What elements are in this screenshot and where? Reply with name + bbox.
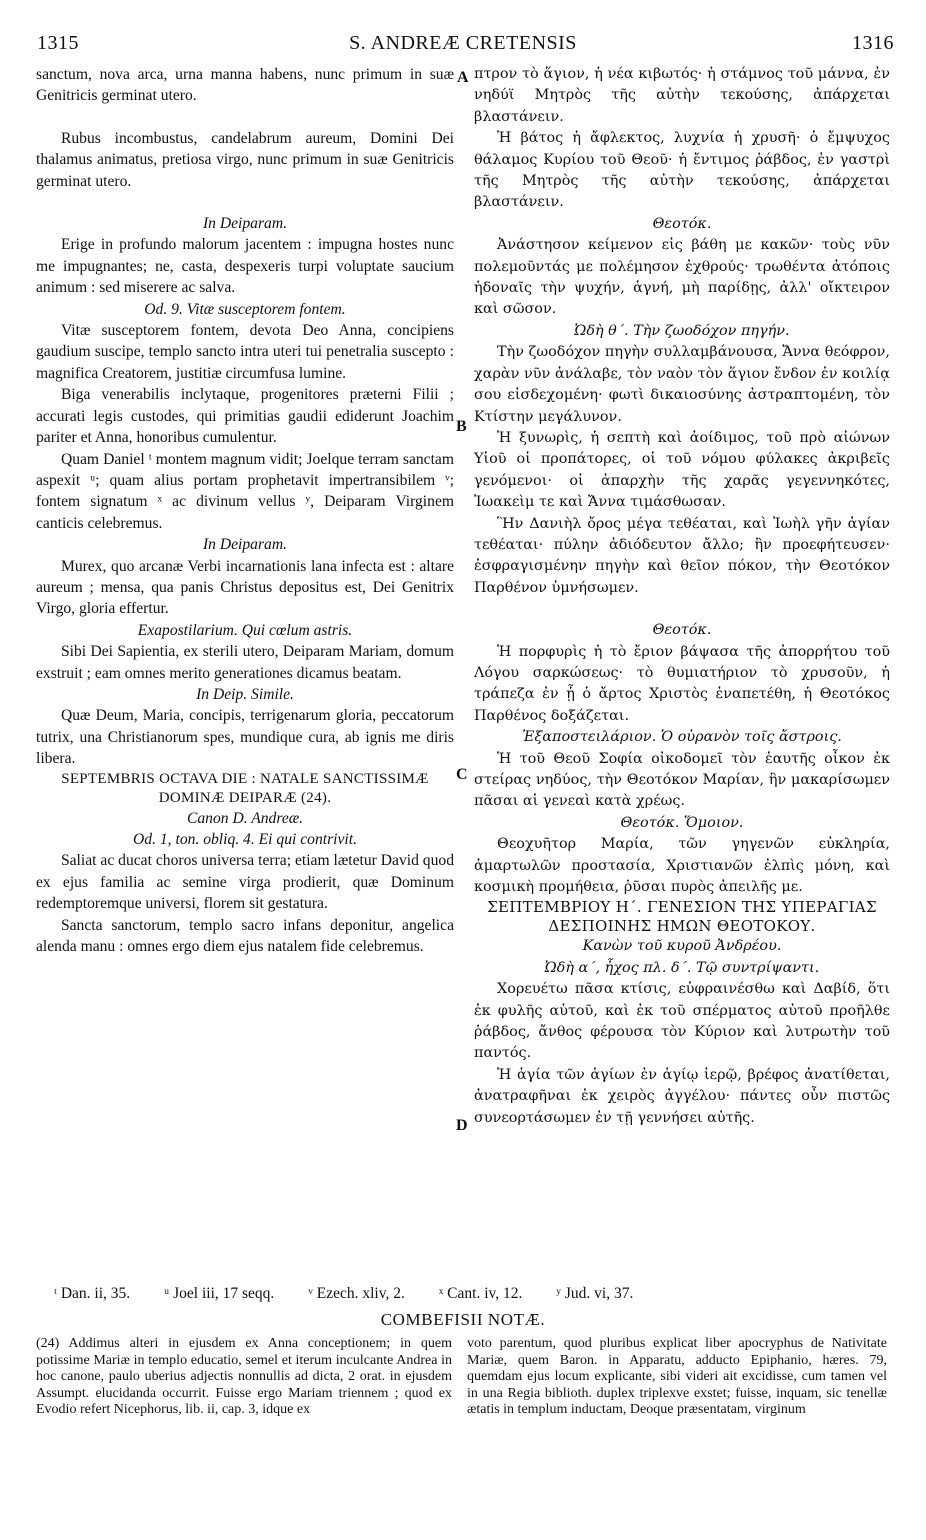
greek-paragraph: Ἐξαποστειλάριον. Ὁ οὐρανὸν τοῖς ἄστροις. bbox=[522, 729, 842, 746]
greek-paragraph: Χορευέτω πᾶσα κτίσις, εὐφραινέσθω καὶ Δαβίδ, ὅτι ἐκ φυλῆς αὐτοῦ, καὶ ἐκ τοῦ σπέρματος αὐτοῦ προῆλθε ῥάβδος, ἄνθος φέρουσα τὸν Κύριον καὶ λυτρωτὴν τοῦ παντός. bbox=[474, 981, 890, 1062]
latin-paragraph: Exapostilarium. Qui cœlum astris. bbox=[137, 621, 353, 639]
latin-paragraph: Erige in profundo malorum jacentem : impugna hostes nunc me impugnantes; ne, casta, despexeris turpi voluptate saucium animum : sed miserere ac salva. bbox=[36, 236, 454, 297]
latin-paragraph: Rubus incombustus, candelabrum aureum, Domini Dei thalamus animatus, pretiosa virgo, nunc primum in suæ Genitricis germinat utero. bbox=[36, 129, 454, 190]
greek-paragraph: Ἣν Δανιὴλ ὄρος μέγα τεθέαται, καὶ Ἰωὴλ γῆν ἁγίαν τεθέαται· πύλην ἀδιόδευτον ἄλλο; ἣν προεφήτευσεν· ἐσφραγισμένην πηγὴν καὶ θεῖον πόκον, τὴν Θεοτόκον Παρθένον ὑμνήσωμεν. bbox=[474, 515, 890, 596]
latin-paragraph: Canon D. Andreæ. bbox=[186, 809, 304, 827]
margin-letter-a: A bbox=[457, 69, 469, 86]
margin-letter-d: D bbox=[456, 1117, 468, 1134]
latin-paragraph: Sancta sanctorum, templo sacro infans deponitur, angelica alenda manu : omnes ergo diem ejus natalem fide celebremus. bbox=[36, 916, 454, 956]
latin-paragraph: Od. 9. Vitæ susceptorem fontem. bbox=[144, 300, 346, 318]
latin-paragraph: In Deiparam. bbox=[202, 215, 288, 233]
greek-paragraph: Θεοτόκ. bbox=[652, 215, 712, 232]
greek-paragraph: Ἡ πορφυρὶς ἡ τὸ ἔριον βάψασα τῆς ἀπορρήτου τοῦ Λόγου σαρκώσεως· τὸ θυμιατήριον τὸ χρυσοῦν, ἡ τράπεζα ἐν ᾗ ὁ ἄρτος Χριστὸς ἐναπετέθη, ἡ Θεοτόκος Παρθένος δοξάζεται. bbox=[474, 643, 890, 724]
latin-paragraph: Quæ Deum, Maria, concipis, terrigenarum gloria, peccatorum tutrix, una Christianorum spes, mundique cura, ab ignis me diris libera. bbox=[36, 707, 454, 768]
greek-paragraph: Θεοτόκ. Ὅμοιον. bbox=[620, 814, 744, 831]
notes-left-column bbox=[36, 1336, 452, 1419]
notes-left-text: (24) Addimus alteri in ejusdem ex Anna conceptionem; in quem potissime Mariæ in templo educatio, semel et iterum inculcante Andrea in hoc canone, paulo uberius adjectis nonnullis ad dicta, 2 orat. in ejusdem Assumpt. elucidanda occurrit. Fuisse ergo Mariam triennem ; quod ex Evodio refert Nicephorus, lib. ii, cap. 3, idque ex bbox=[36, 1336, 452, 1418]
latin-paragraph: In Deiparam. bbox=[202, 536, 288, 554]
latin-paragraph: Vitæ susceptorem fontem, devota Deo Anna, concipiens gaudium suscipe, templo sancto intra uteri tui penetralia suscepto : magnifica Creatorem, justitiæ circumfusa lumine. bbox=[36, 322, 454, 382]
blank-line bbox=[474, 599, 890, 620]
latin-paragraph: Od. 1, ton. obliq. 4. Ei qui contrivit. bbox=[133, 831, 357, 848]
footnotes bbox=[54, 1285, 914, 1303]
footnote-u: ᵘ Joel iii, 17 seqq. bbox=[164, 1285, 275, 1302]
greek-paragraph: Θεοτόκ. bbox=[652, 622, 712, 639]
running-title: S. ANDREÆ CRETENSIS bbox=[349, 32, 577, 54]
page-number-right: 1316 bbox=[852, 32, 894, 54]
greek-paragraph: Κανὼν τοῦ κυροῦ Ἀνδρέου. bbox=[582, 938, 782, 955]
blank-line bbox=[36, 107, 454, 128]
footnote-t: ᵗ Dan. ii, 35. bbox=[54, 1285, 131, 1302]
footnote-x: ˣ Cant. iv, 12. bbox=[438, 1285, 523, 1302]
latin-paragraph: SEPTEMBRIS OCTAVA DIE : NATALE SANCTISSIMÆ DOMINÆ DEIPARÆ (24). bbox=[61, 770, 429, 806]
greek-paragraph: ΣΕΠΤΕΜΒΡΙΟΥ Η΄. ΓΕΝΕΣΙΟΝ ΤΗΣ ΥΠΕΡΑΓΙΑΣ ΔΕΣΠΟΙΝΗΣ ΗΜΩΝ ΘΕΟΤΟΚΟΥ. bbox=[487, 898, 877, 936]
latin-paragraph: In Deip. Simile. bbox=[196, 685, 294, 703]
greek-paragraph: Ἡ ἁγία τῶν ἁγίων ἐν ἁγίῳ ἱερῷ, βρέφος ἀνατίθεται, ἀνατραφῆναι ἐκ χειρὸς ἀγγέλου· πάντες οὖν πιστῶς συνεορτάσωμεν ἐν τῇ γεννήσει αὐτῆς. bbox=[474, 1066, 890, 1126]
page-number-left: 1315 bbox=[37, 32, 79, 54]
latin-column bbox=[36, 64, 454, 957]
latin-paragraph: sanctum, nova arca, urna manna habens, nunc primum in suæ Genitricis germinat utero. bbox=[36, 66, 454, 105]
greek-paragraph: Ὠδὴ α΄, ἦχος πλ. δ΄. Τῷ συντρίψαντι. bbox=[544, 959, 820, 976]
footnote-v: ᵛ Ezech. xliv, 2. bbox=[308, 1285, 405, 1302]
notes-right-column bbox=[467, 1336, 887, 1419]
greek-paragraph: Τὴν ζωοδόχον πηγὴν συλλαμβάνουσα, Ἄννα θεόφρον, χαρὰν νῦν ἀνάλαβε, τὸν ναὸν τὸν ἅγιον ἔνδον ἐν κοιλίᾳ σου εἰσδεχομένη· φωτὶ δικαιοσύνης ἀστραπτομένη, τὸν Κτίστην μεγάλυνον. bbox=[474, 344, 890, 425]
notes-right-text: voto parentum, quod pluribus explicat liber apocryphus de Nativitate Mariæ, quem Baron. in Apparatu, adducto Epiphanio, hæres. 79, quemdam ejus locum explicante, sibi videri ait excidisse, cum tamen vel in una Regia biblioth. duplex triplexve exstet; fuisse, inquam, sic tenellæ ætatis in templum inductam, Deoque præsentatam, virginum bbox=[467, 1336, 887, 1418]
blank-line bbox=[36, 192, 454, 213]
greek-paragraph: Ἡ ξυνωρὶς, ἡ σεπτὴ καὶ ἀοίδιμος, τοῦ πρὸ αἰώνων Υἱοῦ οἱ προπάτορες, οἱ τοῦ νόμου φύλακες ἀκριβεῖς γενόμενοι· οἱ ἀπαρχὴν τῆς χαρᾶς γεγεννηκότες, Ἰωακεὶμ τε καὶ Ἄννα τιμάσθωσαν. bbox=[474, 429, 890, 511]
greek-paragraph: Θεοχυῆτορ Μαρία, τῶν γηγενῶν εὐκληρία, ἁμαρτωλῶν προστασία, Χριστιανῶν ἐλπὶς μόνη, καὶ κοσμικὴ προμήθεια, ῥῦσαι πυρὸς ἀπειλῆς με. bbox=[474, 836, 890, 896]
greek-paragraph: Ἀνάστησον κείμενον εἰς βάθη με κακῶν· τοὺς νῦν πολεμοῦντάς με πολέμησον ἐχθρούς· τρωθέντα ἀτόποις ἡδοναῖς τὴν ψυχήν, ἁγνή, μὴ παρίδῃς, ἀλλ' οἴκτειρον καὶ σῶσον. bbox=[474, 237, 890, 318]
latin-paragraph: Murex, quo arcanæ Verbi incarnationis lana infecta est : altare aureum ; mensa, qua panis Christus depositus est, Dei Genitrix Virgo, gloria effertur. bbox=[36, 557, 454, 618]
greek-column bbox=[474, 64, 890, 1129]
greek-paragraph: Ὠδὴ θ΄. Τὴν ζωοδόχον πηγήν. bbox=[574, 322, 790, 339]
greek-paragraph: Ἡ βάτος ἡ ἄφλεκτος, λυχνία ἡ χρυσῆ· ὁ ἔμψυχος θάλαμος Κυρίου τοῦ Θεοῦ· ἡ ἔντιμος ῥάβδος, ἐν γαστρὶ τῆς Μητρὸς τῆς αὐτὴν τεκούσης, ἀπάρχεται βλαστάνειν. bbox=[474, 130, 890, 211]
latin-paragraph: Quam Daniel ᵗ montem magnum vidit; Joelque terram sanctam aspexit ᵘ; quam alius portam prophetavit impertransibilem ᵛ; fontem signatum ˣ ac divinum vellus ʸ, Deiparam Virginem canticis celebremus. bbox=[36, 450, 454, 532]
notes-title: COMBEFISII NOTÆ. bbox=[380, 1310, 546, 1329]
footnote-y: ʸ Jud. vi, 37. bbox=[556, 1285, 634, 1302]
margin-letter-b: B bbox=[456, 418, 467, 435]
latin-paragraph: Saliat ac ducat choros universa terra; etiam lætetur David quod ex ejus familia ac semine virga prodierit, quæ Dominum redemptoremque universi, florem sit gestatura. bbox=[36, 852, 454, 913]
page-header bbox=[0, 32, 926, 58]
margin-letter-c: C bbox=[456, 766, 468, 783]
latin-paragraph: Biga venerabilis inclytaque, progenitores præterni Filii ; accurati legis custodes, qui primitias gaudii ediderunt Joachim pariter et Anna, honoribus cumulentur. bbox=[36, 386, 454, 447]
greek-paragraph: πτρον τὸ ἅγιον, ἡ νέα κιβωτός· ἡ στάμνος τοῦ μάννα, ἐν νηδύϊ Μητρὸς τῆς αὐτὴν τεκούσης, ἀπάρχεται βλαστάνειν. bbox=[474, 66, 890, 125]
latin-paragraph: Sibi Dei Sapientia, ex sterili utero, Deiparam Mariam, domum exstruit ; eam omnes merito generationes dicamus beatam. bbox=[36, 643, 454, 682]
greek-paragraph: Ἡ τοῦ Θεοῦ Σοφία οἰκοδομεῖ τὸν ἑαυτῆς οἶκον ἐκ στείρας νηδύος, τὴν Θεοτόκον Μαρίαν, ἣν μακαρίσωμεν πᾶσαι αἱ γενεαὶ κατὰ χρέως. bbox=[474, 750, 890, 810]
